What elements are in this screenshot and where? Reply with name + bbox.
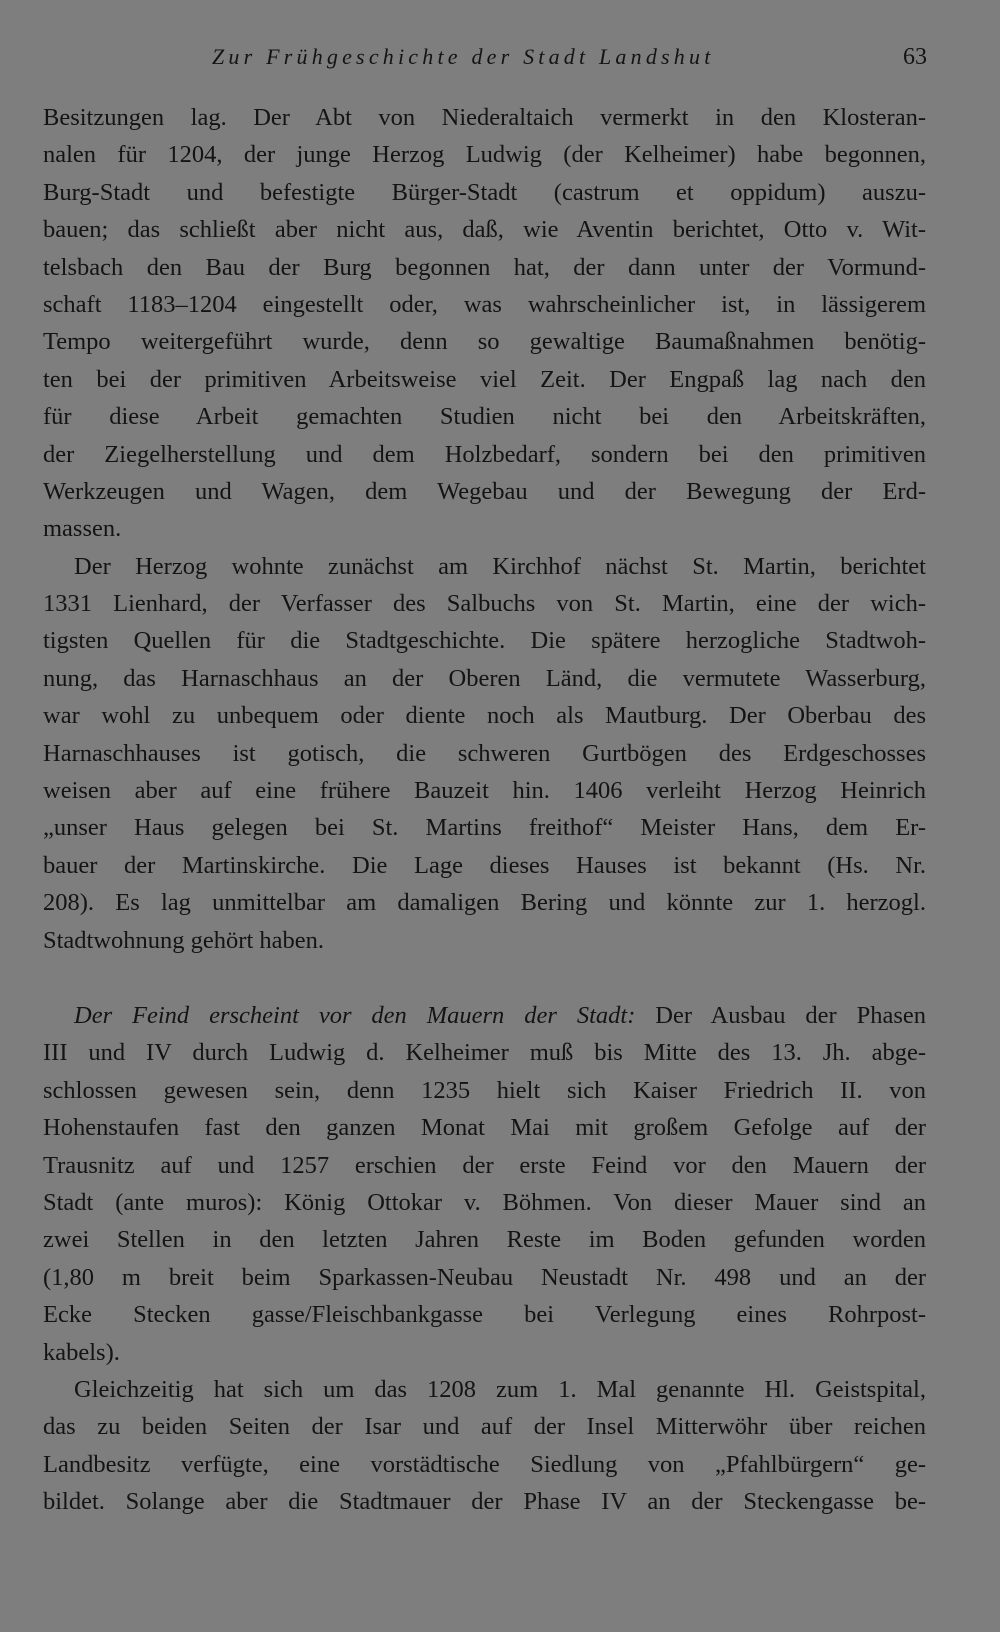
text-line: bildet. Solange aber die Stadtmauer der Phase IV an der Steckengasse be-: [43, 1488, 926, 1516]
text-line: bauen; das schließt aber nicht aus, daß, wie Aventin berichtet, Otto v. Wit-: [43, 216, 926, 244]
text-line: schlossen gewesen sein, denn 1235 hielt sich Kaiser Friedrich II. von: [43, 1076, 926, 1104]
text-line: zwei Stellen in den letzten Jahren Reste im Boden gefunden worden: [43, 1226, 926, 1254]
text-line: Trausnitz auf und 1257 erschien der erste Feind vor den Mauern der: [43, 1151, 926, 1179]
text-line: das zu beiden Seiten der Isar und auf der Insel Mitterwöhr über reichen: [43, 1413, 926, 1441]
text-line: Burg-Stadt und befestigte Bürger-Stadt (castrum et oppidum) auszu-: [43, 178, 926, 206]
text-line: 208). Es lag unmittelbar am damaligen Bering und könnte zur 1. herzogl.: [43, 889, 926, 917]
text-line: Ecke Stecken gasse/Fleischbankgasse bei Verlegung eines Rohrpost-: [43, 1301, 926, 1329]
text-line: Stadtwohnung gehört haben.: [43, 926, 325, 954]
section-heading: Der Feind erscheint vor den Mauern der Stadt:: [74, 1001, 636, 1029]
text-line: Tempo weitergeführt wurde, denn so gewaltige Baumaßnahmen benötig-: [43, 328, 926, 356]
text-line: Landbesitz verfügte, eine vorstädtische Siedlung von „Pfahlbürgern“ ge-: [43, 1450, 926, 1478]
text-line: 1331 Lienhard, der Verfasser des Salbuchs von St. Martin, eine der wich-: [43, 590, 926, 618]
text-line: Stadt (ante muros): König Ottokar v. Böhmen. Von dieser Mauer sind an: [43, 1188, 926, 1216]
text-line: der Ziegelherstellung und dem Holzbedarf, sondern bei den primitiven: [43, 440, 926, 468]
text-line: „unser Haus gelegen bei St. Martins freithof“ Meister Hans, dem Er-: [43, 814, 926, 842]
paragraph-1: [43, 99, 926, 548]
text-line: III und IV durch Ludwig d. Kelheimer muß bis Mitte des 13. Jh. abge-: [43, 1039, 926, 1067]
paragraph-4: [43, 1371, 926, 1521]
text-line: Gleichzeitig hat sich um das 1208 zum 1. Mal genannte Hl. Geistspital,: [74, 1375, 926, 1403]
paragraph-3: [43, 997, 926, 1371]
text-line: massen.: [43, 515, 122, 543]
page-number: 63: [903, 44, 927, 70]
text-line: ten bei der primitiven Arbeitsweise viel Zeit. Der Engpaß lag nach den: [43, 365, 926, 393]
text-line: tigsten Quellen für die Stadtgeschichte. Die spätere herzogliche Stadtwoh-: [43, 627, 926, 655]
text-line: Harnaschhauses ist gotisch, die schweren Gurtbögen des Erdgeschosses: [43, 739, 926, 767]
body-text: [43, 99, 926, 1520]
text-line: Besitzungen lag. Der Abt von Niederaltaich vermerkt in den Klosteran-: [43, 104, 926, 131]
text-line: war wohl zu unbequem oder diente noch als Mautburg. Der Oberbau des: [43, 702, 926, 730]
paragraph-2: [43, 548, 926, 959]
section-gap: [43, 959, 926, 997]
text-line: bauer der Martinskirche. Die Lage dieses Hauses ist bekannt (Hs. Nr.: [43, 851, 926, 879]
text-line: Werkzeugen und Wagen, dem Wegebau und der Bewegung der Erd-: [43, 477, 926, 505]
text-line: Der Herzog wohnte zunächst am Kirchhof nächst St. Martin, berichtet: [74, 552, 926, 580]
running-title: Zur Frühgeschichte der Stadt Landshut: [212, 44, 715, 69]
text-line: nung, das Harnaschhaus an der Oberen Länd, die vermutete Wasserburg,: [43, 664, 926, 692]
text-line: nalen für 1204, der junge Herzog Ludwig (der Kelheimer) habe begonnen,: [43, 141, 926, 169]
text-line: [43, 997, 926, 1034]
text-line: weisen aber auf eine frühere Bauzeit hin. 1406 verleiht Herzog Heinrich: [43, 777, 926, 805]
running-head: [0, 44, 1000, 76]
text-line: schaft 1183–1204 eingestellt oder, was wahrscheinlicher ist, in lässigerem: [43, 290, 926, 318]
text-line: kabels).: [43, 1338, 120, 1366]
text-run: Der Ausbau der Phasen: [635, 1001, 926, 1029]
text-line: (1,80 m breit beim Sparkassen-Neubau Neustadt Nr. 498 und an der: [43, 1263, 926, 1291]
text-line: Hohenstaufen fast den ganzen Monat Mai mit großem Gefolge auf der: [43, 1114, 926, 1142]
text-line: telsbach den Bau der Burg begonnen hat, der dann unter der Vormund-: [43, 253, 926, 281]
text-line: für diese Arbeit gemachten Studien nicht bei den Arbeitskräften,: [43, 403, 926, 431]
